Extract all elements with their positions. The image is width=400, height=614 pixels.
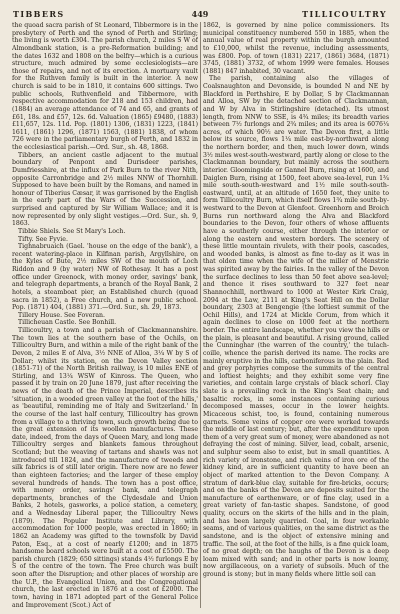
page-number: 449 [191,9,209,19]
paragraph: Tibbers, an ancient castle adjacent to the mutual boundary of Penpont and Durisdeer parishes, Dumfriesshire, at the influx of Park Burn to the river Nith, opposite Carronbridge and 2½ miles NNW of Thornhill. Supposed to have been built by the Romans, and named in honour of Tiberius Cæsar, it was garrisoned by the English in the early part of the Wars of the Succession, and surprised and captured by Sir William Wallace; and it is now represented by only slight vestiges.—Ord. Sur., sh. 9, 1863. [12,151,198,228]
paragraph: Tifty. See Fyvie. [18,235,68,243]
paragraph: Tillicheuan Castle. See Bonhill. [18,319,117,327]
paragraph-continuation: the quoad sacra parish of St Leonard, Tibbermore is in the presbytery of Perth and the synod of Perth and Stirling; the living is worth £304. The parish church, 2 miles S W of Almondbank station, is a pre-Reformation building; and the dates 1632 and 1808 on the belfry—which is a curious structure, much admired by some ecclesiologists—are those of repairs, and not of its erection. A mortuary vault for the Ruthven family is built in the interior. A new church is said to be in 1810, it contains 600 sittings. Two public schools, Ruthvenfield and Tibbermore, with respective accommodation for 218 and 153 children, had (1884) an average attendance of 74 and 65, and grants of £61, 18s. and £57, 12s. 6d. Valuation (1865) £9480, (1883) £11,657, 12s. 11d. Pop. (1801) 1306, (1831) 1223, (1841) 1611, (1861) 1296, (1871) 1563, (1881) 1838, of whom 726 were in the parliamentary burgh of Perth, and 1832 in the ecclesiastical parish.—Ord. Sur., sh. 48, 1868. [12,22,198,151]
paragraph: Tillicoultry, a town and a parish of Clackmannanshire. The town lies at the southern base of the Ochils, on Tillicoultry Burn, and within a mile of the right bank of the Devon, 2 miles E of Alva, 3½ NNE of Alloa, 3¼ W by S of Dollar; whilst its station, on the Devon Valley section (1851-71) of the North British railway, is 10 miles ENE of Stirling, and 13¼ WSW of Kinross. The Queen, who passed it by train on 20 June 1879, just after receiving the news of the death of the Prince Imperial, describes its 'situation, in a wooded green valley at the foot of the hills,' as 'beautiful, reminding me of Italy and Switzerland.' In the course of the last half century, Tillicoultry has grown from a village to a thriving town, such growth being due to the great extension of its woollen manufactures. These date, indeed, from the days of Queen Mary, and long made Tillicoultry serges and blankets famous throughout Scotland; but the weaving of tartans and shawls was not introduced till 1824, and the manufacture of tweeds and silk fabrics is of still later origin. There now are no fewer than eighteen factories; and the larger of these employ several hundreds of hands. The town has a post office, with money order, savings' bank, and telegraph departments, branches of the Clydesdale and Union Banks, 2 hotels, gasworks, a police station, a cemetery, and a Wednesday Liberal paper, the Tillicoultry News (1879). The Popular Institute and Library, with accommodation for 1000 people, was erected in 1860; in 1862 an Academy was gifted to the townsfolk by David Paton, Esq., at a cost of nearly £1200; and in 1875 handsome board schools were built at a cost of £5500. The parish church (1829; 650 sittings) stands 4½ furlongs E by S of the centre of the town. The Free church was built soon after the Disruption; and other places of worship are the U.P., the Evangelical Union, and the Congregational church, the last erected in 1876 at a cost of £2000. The town, having in 1871 adopted part of the General Police and Improvement (Scot.) Act of [12,327,198,608]
right-column [203,22,389,608]
paragraph: Tillery House. See Foveran. [18,311,105,319]
paragraph-continuation: 1862, is governed by nine police commissioners. Its municipal constituency numbered 550 in 1885, when the annual value of real property within the burgh amounted to £10,000, whilst the revenue, including assessments, was £800. Pop. of town (1831) 2217, (1861) 3684, (1871) 3745, (1881) 3732, of whom 1999 were females. Houses (1881) 847 inhabited, 30 vacant. [203,22,389,75]
column-divider [200,22,201,608]
running-header [13,9,387,20]
header-left-title: TIBBERS [13,9,65,19]
left-column [12,22,198,608]
paragraph: Tibbie Shiels. See St Mary's Loch. [18,227,126,235]
paragraph: Tighnabruaich (Gael. 'house on the edge of the bank'), a recent watering-place in Kilfinan parish, Argyllshire, on the Kyles of Bute, 2½ miles SW of the mouth of Loch Riddon and 9 (by water) NW of Rothesay. It has a post office under Greenock, with money order, savings' bank, and telegraph departments, a branch of the Royal Bank, 2 hotels, a steamboat pier, an Established church (quoad sacra in 1852), a Free church, and a new public school. Pop. (1871) 404, (1881) 371.—Ord. Sur., sh. 29, 1873. [12,243,198,312]
header-right-title: TILLICOULTRY [302,9,387,19]
paragraph: The parish, containing also the villages of Coalsnaughton and Devonside, is bounded N and NE by Blackford in Perthshire, E by Dollar, S by Clackmannan and Alloa, SW by the detached section of Clackmannan, and W by Alva in Stirlingshire (detached). Its utmost length, from NNW to SSE, is 4¾ miles; its breadth varies between 7½ furlongs and 2¾ miles; and its area is 6076¼ acres, of which 90½ are water. The Devon first, a little below its source, flows 1¼ mile east-by-northward along the northern border, and then, much lower down, winds 3½ miles west-south-westward, partly along or close to the Clackmannan boundary, but mainly across the southern interior. Gloomingside or Gannel Burn, rising at 1600, and Daiglen Burn, rising at 1500, feet above sea-level, run 1¾ mile south-south-westward and 1½ mile south-south-eastward, until, at an altitude of 1650 feet, they unite to form Tillicoultry Burn, which itself flows 1¾ mile south-by-westward to the Devon at Glenfoot. Greenhorn and Broich Burns run northward along the Alva and Blackford boundaries to the Devon, four others of whose affluents have a southerly course, either through the interior or along the eastern and western borders. The scenery of these little mountain rivulets, with their pools, cascades, and wooded banks, is almost as fine to-day as it was in that olden time when the wife of the miller of Menstrie was spirited away by the fairies. In the valley of the Devon the surface declines to less than 50 feet above sea-level; and thence it rises southward to 327 feet near Shannochhill, northward to 1000 at Wester Kirk Craig, 2094 at the Law, 2111 at King's Seat Hill on the Dollar boundary, 2303 at Bengengie (the loftiest summit of the Ochil Hills), and 1724 at Mickle Corum, from which it again declines to close on 1000 feet at the northern border. The entire landscape, whether you view the hills or the plain, is pleasant and beautiful. A rising ground, called the Cunninghar (the warren of the country,' the tulach-coille, whence the parish derived its name. The rocks are mainly eruptive in the hills, carboniferous in the plain. Red and grey porphyries compose the summits of the central and loftiest heights; and they exhibit some very fine varieties, and contain large crystals of black schorl. Clay slate is a prevailing rock in the King's Seat chain; and basaltic rocks, in some instances containing curious decomposed masses, occur in the lower heights. Micaceous schist, too, is found, containing numerous garnets. Some veins of copper ore were worked towards the middle of last century; but, after the expenditure upon them of a very great sum of money, were abandoned as not defraying the cost of mining. Silver, lead, cobalt, arsenic, and sulphur seem also to exist, but in small quantities. A rich variety of ironstone, and rich veins of iron ore of the kidney kind, are in sufficient quantity to have been an object of marked attention to the Devon Company. A stratum of dark-blue clay, suitable for fire-bricks, occurs; and on the banks of the Devon are deposits suited for the manufacture of earthenware, or of fine clay, used in a great variety of fan-tastic shapes. Sandstone, of good quality, occurs on the skirts of the hills and in the plain, and has been largely quarried. Coal, in four workable seams, and of various qualities, on the same district as the sandstone, and is the object of extensive mining and traffic. The soil, at the foot of the hills, is a fine quick loam, of no great depth; on the haughs of the Devon is a deep loam mixed with sand; and in other parts is now loamy, now argillaceous, on a variety of subsoils. Much of the ground is stony; but in many fields where little soil can [203,75,389,578]
